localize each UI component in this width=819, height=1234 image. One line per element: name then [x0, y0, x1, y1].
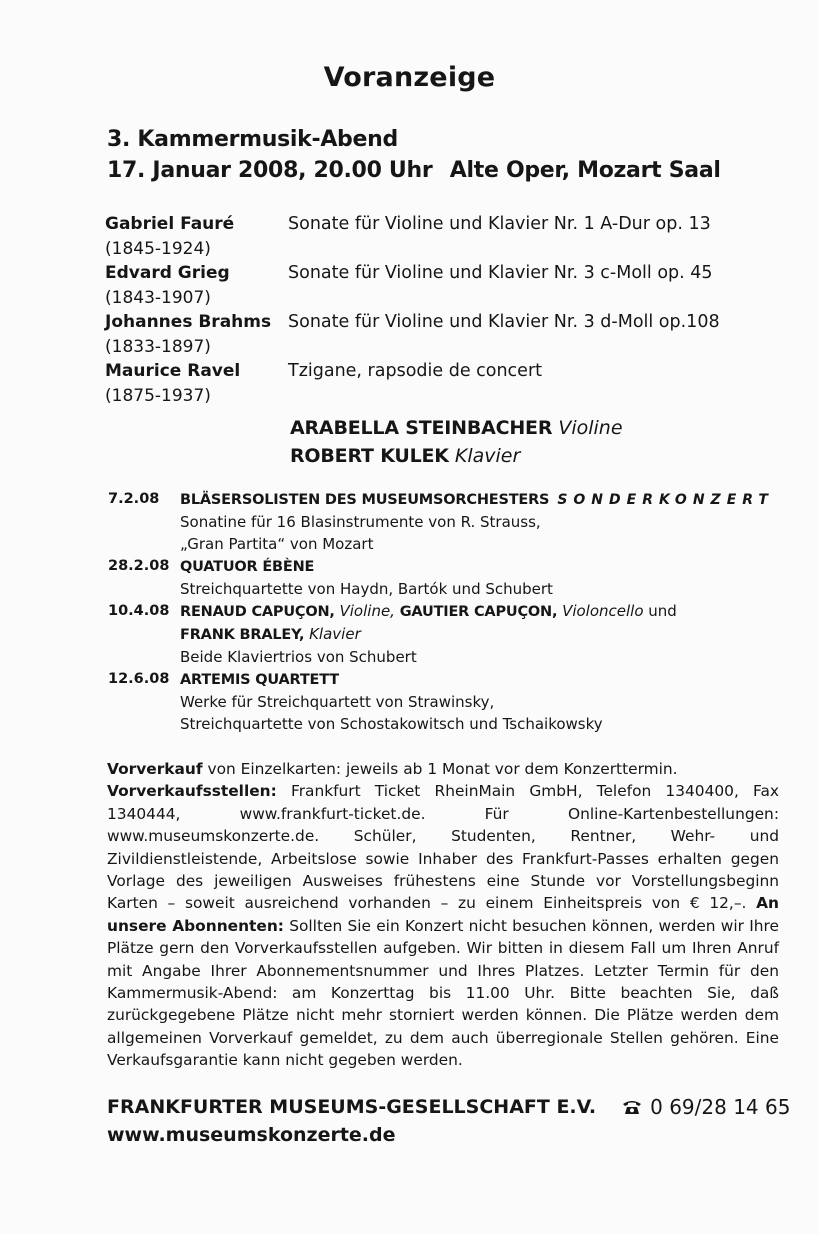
website-link[interactable]: www.museumskonzerte.de — [107, 1124, 396, 1146]
event-venue: Alte Oper, Mozart Saal — [449, 158, 721, 183]
phone — [622, 1093, 790, 1121]
conjunction: und — [648, 602, 677, 620]
upcoming-concerts — [108, 488, 798, 735]
concert-detail: Beide Klaviertrios von Schubert — [180, 648, 417, 666]
work-title: Sonate für Violine und Klavier Nr. 1 A-Dur op. 13 — [288, 214, 711, 234]
concert-detail: Sonatine für 16 Blasinstrumente von R. Strauss, — [180, 513, 541, 531]
info-label: Vorverkaufsstellen: — [107, 782, 277, 801]
concert-artist: GAUTIER CAPUÇON, — [399, 604, 558, 620]
concert-instrument: Klavier — [309, 625, 361, 643]
composer-name: Maurice Ravel — [105, 361, 241, 381]
organization-name: FRANKFURTER MUSEUMS-GESELLSCHAFT E.V. — [107, 1096, 597, 1118]
performer-name: ARABELLA STEINBACHER — [290, 417, 553, 439]
program-row — [105, 337, 785, 362]
ticket-info — [107, 758, 779, 1072]
info-label: An unsere Abonnenten: — [107, 894, 779, 935]
program-row — [105, 214, 785, 239]
performer — [290, 414, 623, 442]
concert-title: QUATUOR ÉBÈNE — [180, 559, 315, 575]
concert-detail: Streichquartette von Schostakowitsch und Tschaikowsky — [180, 715, 603, 733]
concert-title: BLÄSERSOLISTEN DES MUSEUMSORCHESTERS — [180, 492, 550, 508]
concert-date: 28.2.08 — [108, 558, 170, 574]
composer-years: (1845-1924) — [105, 238, 211, 259]
program-row — [105, 239, 785, 264]
event-date: 17. Januar 2008, 20.00 Uhr — [107, 158, 433, 183]
phone-number: 0 69/28 14 65 — [650, 1095, 791, 1119]
work-title: Tzigane, rapsodie de concert — [288, 361, 543, 381]
concert-detail: Werke für Streichquartett von Strawinsky, — [180, 693, 495, 711]
concert-label: SONDERKONZERT — [557, 492, 774, 508]
event-date-venue — [107, 155, 721, 186]
program-row — [105, 288, 785, 313]
concert-date: 7.2.08 — [108, 491, 160, 507]
performers — [290, 414, 623, 470]
performer-instrument: Violine — [558, 417, 623, 439]
concert-entry — [108, 555, 798, 578]
composer-years: (1843-1907) — [105, 287, 211, 308]
concert-date: 12.6.08 — [108, 671, 170, 687]
concert-artist: RENAUD CAPUÇON, — [180, 604, 335, 620]
concert-entry — [108, 488, 798, 511]
concert-entry — [108, 668, 798, 691]
work-title: Sonate für Violine und Klavier Nr. 3 d-Moll op.108 — [288, 312, 720, 332]
footer — [107, 1093, 791, 1149]
composer-name: Johannes Brahms — [105, 312, 272, 332]
program-list — [105, 214, 785, 410]
info-label: Vorverkauf — [107, 760, 203, 778]
telephone-icon — [622, 1099, 642, 1115]
footer-org-row — [107, 1093, 791, 1121]
concert-date: 10.4.08 — [108, 603, 170, 619]
info-text: von Einzelkarten: jeweils ab 1 Monat vor dem Konzerttermin. — [202, 760, 678, 778]
performer-name: ROBERT KULEK — [290, 445, 449, 467]
concert-title: ARTEMIS QUARTETT — [180, 672, 339, 688]
performer — [290, 442, 623, 470]
program-row — [105, 386, 785, 411]
event-title: 3. Kammermusik-Abend — [107, 127, 398, 152]
concert-instrument: Violoncello — [562, 602, 644, 620]
concert-entry — [108, 600, 798, 623]
performer-instrument: Klavier — [454, 445, 521, 467]
composer-name: Edvard Grieg — [105, 263, 230, 283]
program-row — [105, 263, 785, 288]
event-header — [107, 124, 721, 186]
program-row — [105, 361, 785, 386]
work-title: Sonate für Violine und Klavier Nr. 3 c-Moll op. 45 — [288, 263, 713, 283]
page-title: Voranzeige — [323, 62, 496, 93]
concert-detail: „Gran Partita“ von Mozart — [180, 535, 374, 553]
composer-years: (1833-1897) — [105, 336, 211, 357]
info-text: Sollten Sie ein Konzert nicht besuchen können, werden wir Ihre Plätze gern den Vorverkaufsstellen aufgeben. Wir bitten in diesem Fall um Ihren Anruf mit Angabe Ihrer Abonnementsnummer und Ihres Platzes. Letzter Termin für den Kammermusik-Abend: am Konzerttag bis 11.00 Uhr. Bitte beachten Sie, daß zurückgegebene Plätze nicht mehr storniert werden können. Die Plätze werden dem allgemeinen Vorverkauf gemeldet, zu dem auch überregionale Stellen gehören. Eine Verkaufsgarantie kann nicht gegeben werden. — [107, 916, 779, 1070]
info-text: Frankfurt Ticket RheinMain GmbH, Telefon 1340400, Fax 1340444, www.frankfurt-ticket.de. Für Online-Kartenbestellungen: www.museumskonzerte.de. Schüler, Studenten, Rentner, Wehr- und Zivildienstleistende, Arbeitslose sowie Inhaber des Frankfurt-Passes erhalten gegen Vorlage des jeweiligen Ausweises frühestens eine Stunde vor Vorstellungsbeginn Karten – soweit ausreichend vorhanden – zu einem Einheitspreis von € 12,–. — [107, 782, 779, 913]
info-paragraph — [107, 780, 779, 1071]
concert-instrument: Violine, — [339, 602, 395, 620]
composer-name: Gabriel Fauré — [105, 214, 235, 234]
info-paragraph — [107, 758, 779, 780]
composer-years: (1875-1937) — [105, 385, 211, 406]
concert-artist: FRANK BRALEY, — [180, 627, 305, 643]
program-row — [105, 312, 785, 337]
concert-detail: Streichquartette von Haydn, Bartók und Schubert — [180, 580, 553, 598]
